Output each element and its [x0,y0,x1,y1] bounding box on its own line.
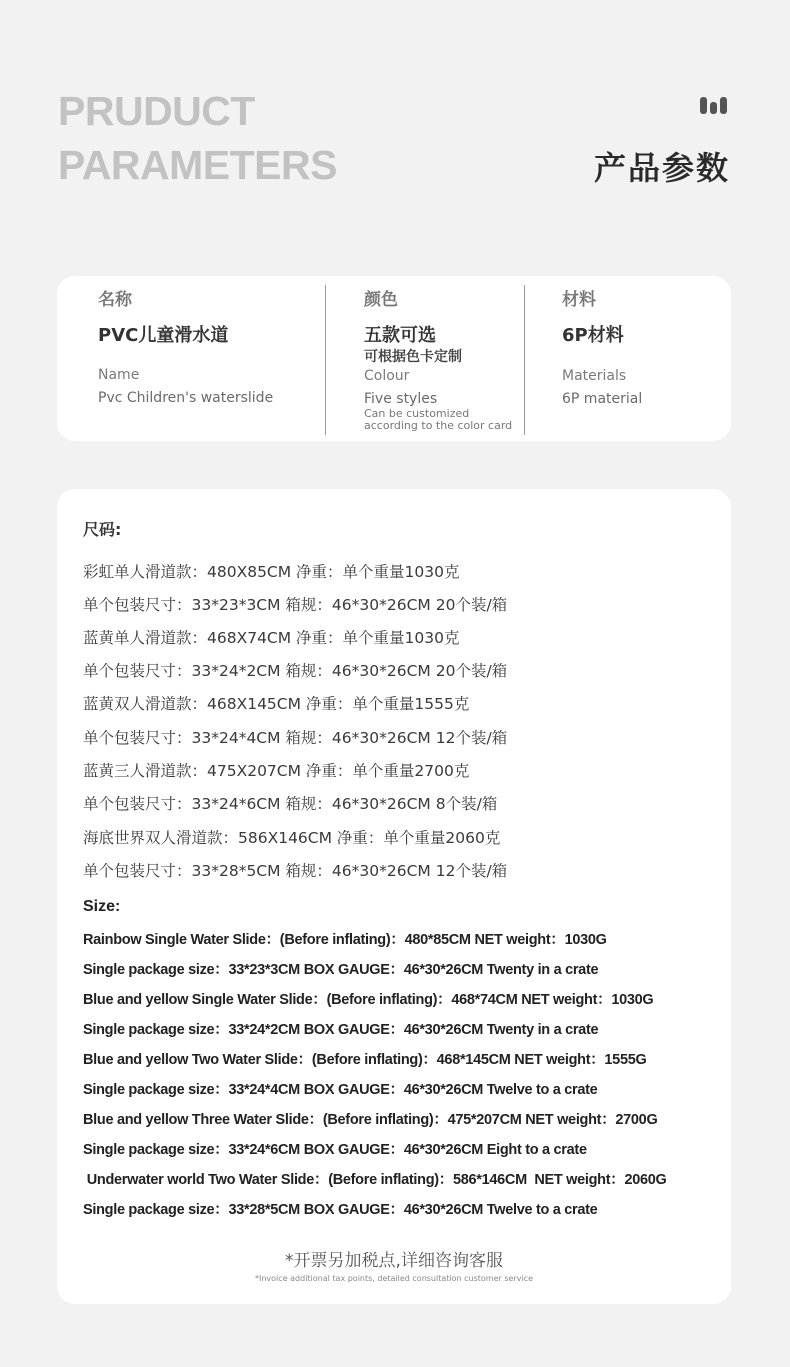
size-line-en: Underwater world Two Water Slide：(Before inflating)：586*146CM NET weight：2060G [83,1172,667,1188]
column-divider [524,285,525,435]
size-line-cn: 单个包装尺寸：33*24*4CM 箱规：46*30*26CM 12个装/箱 [83,729,508,747]
size-line-cn: 彩虹单人滑道款：480X85CM 净重：单个重量1030克 [83,563,460,581]
size-line-cn: 单个包装尺寸：33*24*2CM 箱规：46*30*26CM 20个装/箱 [83,662,508,680]
size-line-en: Blue and yellow Two Water Slide：(Before inflating)：468*145CM NET weight：1555G [83,1052,647,1068]
size-line-cn: 蓝黄单人滑道款：468X74CM 净重：单个重量1030克 [83,629,460,647]
size-line-en: Single package size：33*24*6CM BOX GAUGE：46*30*26CM Eight to a crate [83,1142,587,1158]
size-line-en: Single package size：33*23*3CM BOX GAUGE：46*30*26CM Twenty in a crate [83,962,599,978]
colour-label-cn: 颜色 [364,290,398,310]
size-line-cn: 蓝黄双人滑道款：468X145CM 净重：单个重量1555克 [83,695,470,713]
colour-sub-cn: 可根据色卡定制 [364,349,462,365]
colour-sub-en-line2: according to the color card [364,419,513,432]
size-line-en: Rainbow Single Water Slide：(Before inflating)：480*85CM NET weight：1030G [83,932,607,948]
materials-label-en: Materials [562,368,627,384]
size-line-cn: 海底世界双人滑道款：586X146CM 净重：单个重量2060克 [83,829,501,847]
invoice-note-en: *Invoice additional tax points, detailed consultation customer service [254,1274,534,1283]
size-line-en: Blue and yellow Single Water Slide：(Before inflating)：468*74CM NET weight：1030G [83,992,654,1008]
size-title-en: Size: [83,898,121,915]
column-divider [325,285,326,435]
name-label-en: Name [98,367,140,383]
name-value-en: Pvc Children's waterslide [98,390,274,406]
size-line-cn: 单个包装尺寸：33*24*6CM 箱规：46*30*26CM 8个装/箱 [83,795,498,813]
hero-title-en-line2: PARAMETERS [58,142,337,188]
parameters-card [57,276,731,441]
colour-value-en: Five styles [364,391,438,407]
size-title-cn: 尺码: [83,520,122,539]
colour-label-en: Colour [364,368,410,384]
materials-label-cn: 材料 [562,290,596,310]
materials-value-en: 6P material [562,391,643,407]
size-line-en: Blue and yellow Three Water Slide：(Before inflating)：475*207CM NET weight：2700G [83,1112,658,1128]
size-line-cn: 单个包装尺寸：33*28*5CM 箱规：46*30*26CM 12个装/箱 [83,862,508,880]
size-line-en: Single package size：33*28*5CM BOX GAUGE：46*30*26CM Twelve to a crate [83,1202,598,1218]
size-line-cn: 单个包装尺寸：33*23*3CM 箱规：46*30*26CM 20个装/箱 [83,596,508,614]
name-value-cn: PVC儿童滑水道 [98,325,229,346]
hero-title-en-line1: PRUDUCT [58,88,255,134]
hero-title-cn: 产品参数 [593,149,730,187]
size-line-en: Single package size：33*24*4CM BOX GAUGE：46*30*26CM Twelve to a crate [83,1082,598,1098]
colour-sub-en-line1: Can be customized [364,407,470,420]
invoice-note-cn: *开票另加税点,详细咨询客服 [285,1251,503,1271]
materials-value-cn: 6P材料 [562,325,624,346]
size-line-cn: 蓝黄三人滑道款：475X207CM 净重：单个重量2700克 [83,762,470,780]
bar-chart-icon [700,94,730,114]
size-card [57,489,731,1304]
name-label-cn: 名称 [98,290,132,310]
colour-value-cn: 五款可选 [364,325,436,346]
hero-title-en [58,84,337,192]
size-line-en: Single package size：33*24*2CM BOX GAUGE：46*30*26CM Twenty in a crate [83,1022,599,1038]
